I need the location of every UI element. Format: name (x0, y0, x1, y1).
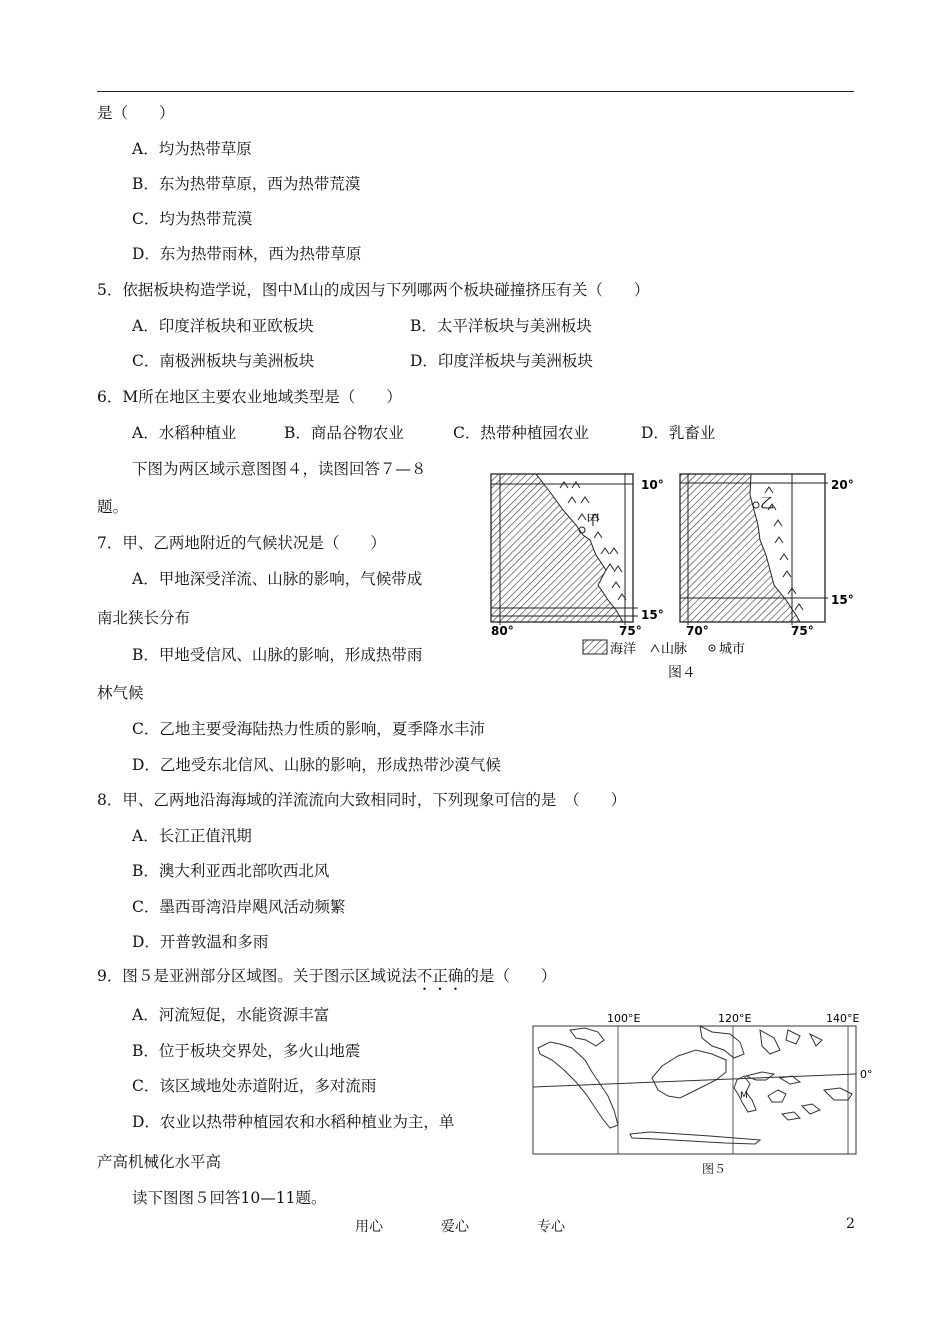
right-map (680, 474, 854, 638)
right-lon-right: 75° (791, 624, 814, 638)
left-lat-top: 10° (641, 478, 664, 492)
q8-option-d: D．开普敦温和多雨 (132, 933, 269, 951)
q9-option-a: A．河流短促，水能资源丰富 (132, 1006, 330, 1024)
left-map (491, 474, 664, 638)
footer-item-1: 用心 (355, 1219, 383, 1235)
figure-5-map (530, 1010, 880, 1160)
page-number: 2 (846, 1216, 855, 1232)
q7-stem: 7．甲、乙两地附近的气候状况是（ ） (97, 534, 386, 552)
q8-option-b: B．澳大利亚西北部吹西北风 (132, 862, 330, 880)
q6-option-a: A．水稻种植业 (132, 424, 237, 442)
q9-option-b: B．位于板块交界处，多火山地震 (132, 1042, 361, 1060)
q6-option-c: C．热带种植园农业 (453, 424, 589, 442)
legend-city: 城市 (719, 642, 746, 657)
lat-equator: 0° (860, 1068, 873, 1081)
left-lon-left: 80° (491, 624, 514, 638)
left-lat-bottom: 15° (641, 608, 664, 622)
left-lon-right: 75° (619, 624, 642, 638)
figure-4-caption: 图４ (668, 665, 696, 681)
figure-5-caption: 图５ (702, 1162, 727, 1176)
q4-option-d: D．东为热带雨林，西为热带草原 (132, 245, 362, 263)
intro-10-11: 读下图图５回答10—11题。 (132, 1189, 327, 1207)
q7-option-b: B．甲地受信风、山脉的影响，形成热带雨 (132, 646, 423, 664)
q9-option-d-cont: 产高机械化水平高 (97, 1153, 222, 1171)
q4-option-c: C．均为热带荒漠 (132, 210, 253, 228)
q4-option-b: B．东为热带草原，西为热带荒漠 (132, 175, 361, 193)
right-lat-bottom: 15° (831, 593, 854, 607)
intro-7-8: 下图为两区域示意图图４，读图回答７—８ (132, 460, 427, 478)
footer-item-2: 爱心 (441, 1219, 469, 1235)
city-jia-label: 甲 (586, 513, 600, 529)
ocean-legend-swatch (583, 640, 607, 654)
lon-120e: 120°E (718, 1012, 752, 1025)
q7-option-b-cont: 林气候 (97, 684, 144, 702)
right-lat-top: 20° (831, 478, 854, 492)
footer-item-3: 专心 (537, 1219, 565, 1235)
q5-option-c: C．南极洲板块与美洲板块 (132, 352, 315, 370)
q9-stem (97, 966, 556, 994)
q9-stem-a: 9．图５是亚洲部分区域图。关于图示区域说法 (97, 967, 417, 985)
q5-stem: 5．依据板块构造学说，图中Ｍ山的成因与下列哪两个板块碰撞挤压有关（ ） (97, 281, 650, 299)
legend-ocean: 海洋 (610, 642, 637, 657)
legend-mountain: 山脉 (661, 642, 688, 657)
q5-option-b: B．太平洋板块与美洲板块 (410, 317, 592, 335)
q8-stem: 8．甲、乙两地沿海海域的洋流流向大致相同时，下列现象可信的是 （ ） (97, 791, 627, 809)
q9-option-c: C．该区域地处赤道附近，多对流雨 (132, 1077, 377, 1095)
q5-option-a: A．印度洋板块和亚欧板块 (132, 317, 314, 335)
lon-140e: 140°E (826, 1012, 860, 1025)
q9-stem-b: 的是（ ） (463, 967, 557, 985)
mountain-m-label: M (740, 1091, 748, 1101)
q8-option-c: C．墨西哥湾沿岸飓风活动频繁 (132, 898, 346, 916)
fig4-legend (583, 640, 745, 657)
figure-5 (530, 1010, 880, 1178)
figure-4 (488, 470, 858, 685)
mountain-legend-icon (651, 645, 659, 652)
q7-option-c: C．乙地主要受海陆热力性质的影响，夏季降水丰沛 (132, 720, 485, 738)
q7-option-a-cont: 南北狭长分布 (97, 609, 191, 627)
right-lon-left: 70° (686, 624, 709, 638)
q4-option-a: A．均为热带草原 (132, 140, 252, 158)
q8-option-a: A．长江正值汛期 (132, 827, 252, 845)
lon-100e: 100°E (607, 1012, 641, 1025)
q9-option-d: D．农业以热带种植园农和水稻种植业为主，单 (132, 1113, 455, 1131)
q5-option-d: D．印度洋板块与美洲板块 (410, 352, 593, 370)
q6-option-b: B．商品谷物农业 (284, 424, 404, 442)
q7-option-d: D．乙地受东北信风、山脉的影响，形成热带沙漠气候 (132, 756, 501, 774)
figure-4-maps (488, 470, 858, 685)
q6-option-d: D．乳畜业 (641, 424, 716, 442)
city-yi-label: 乙 (760, 496, 774, 512)
q7-option-a: A．甲地深受洋流、山脉的影响，气候带成 (132, 570, 423, 588)
intro-7-8-end: 题。 (97, 498, 129, 516)
q6-stem: 6．M所在地区主要农业地域类型是（ ） (97, 388, 402, 406)
header-rule (97, 91, 854, 92)
q9-emphasis: 不正确 (416, 967, 464, 985)
q4-tail: 是（ ） (97, 104, 175, 122)
